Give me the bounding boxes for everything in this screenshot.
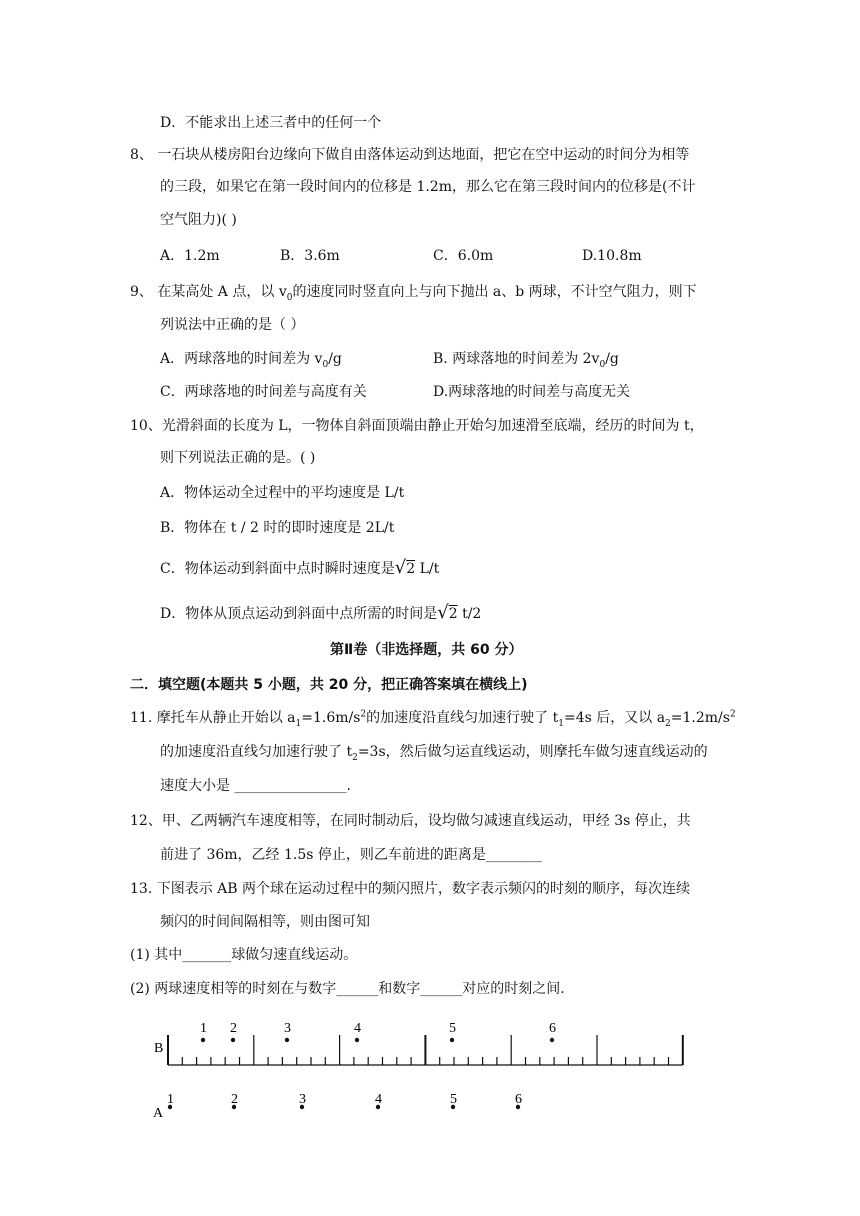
- ball-a-5-label: 5: [450, 1092, 457, 1107]
- part2-title: 第Ⅱ卷（非选择题，共 60 分）: [330, 642, 523, 658]
- ball-a-2-label: 2: [231, 1092, 238, 1107]
- ball-a-4-label: 4: [375, 1092, 382, 1107]
- ball-b-6-label: 6: [549, 1021, 556, 1036]
- ball-a-6-label: 6: [515, 1092, 522, 1107]
- ball-b-4-dot: [355, 1038, 359, 1042]
- strobe-figure: [0, 1010, 860, 1140]
- label-a: A: [153, 1106, 164, 1121]
- ball-b-3-label: 3: [284, 1021, 291, 1036]
- label-b: B: [154, 1041, 164, 1056]
- ball-b-6-dot: [550, 1038, 554, 1042]
- q7-option-d: D．不能求出上述三者中的任何一个: [160, 115, 382, 131]
- ball-a-1-label: 1: [167, 1092, 174, 1107]
- ball-a-track: [167, 1092, 522, 1109]
- ball-b-2-dot: [231, 1038, 235, 1042]
- ball-b-2-label: 2: [230, 1021, 237, 1036]
- ball-b-5-dot: [450, 1038, 454, 1042]
- ball-b-1-label: 1: [200, 1021, 207, 1036]
- ball-b-5-label: 5: [449, 1021, 456, 1036]
- ball-b-3-dot: [285, 1038, 289, 1042]
- ball-a-3-label: 3: [299, 1092, 306, 1107]
- ruler: [168, 1035, 683, 1065]
- section-heading: 二．填空题(本题共 5 小题，共 20 分，把正确答案填在横线上): [130, 677, 528, 693]
- ball-b-4-label: 4: [354, 1021, 361, 1036]
- ball-b-1-dot: [201, 1038, 205, 1042]
